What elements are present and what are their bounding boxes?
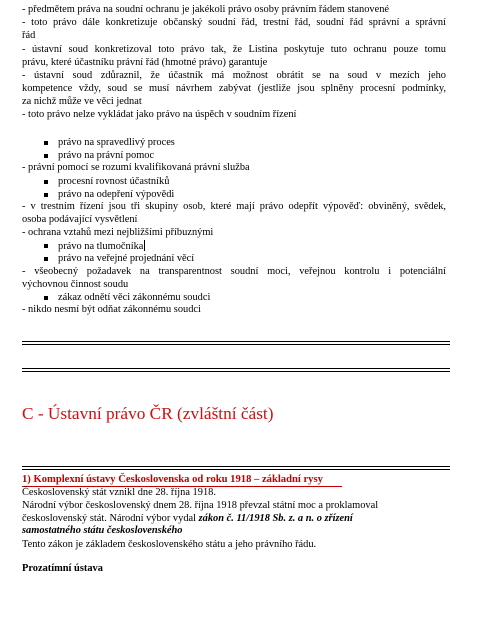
divider bbox=[22, 469, 450, 470]
bullet-icon bbox=[44, 257, 48, 261]
text-line: kompetence vždy, soud se musí návrhem zabývat (jestliže jsou splněny procesní podmínky, bbox=[22, 83, 446, 94]
document-page: - předmětem práva na soudní ochranu je jakékoli právo osoby právním řádem stanovené - toto právo dále konkretizuje občanský soudní řád, trestní řád, soudní řád správní a správní řád - ústavní soud konkretizoval toto právo tak, že Listina poskytuje tuto ochranu pouze tomu právu, které účastníku právní řád (hmotné právo) garantuje - ústavní soud zdůraznil, že účastník má možnost obrátit se na soud v mezích jeho kompetence vždy, soud se musí návrhem zabývat (jestliže jsou splněny procesní podmínky, za nichž může ve věci jednat - toto právo nelze vykládat jako právo na úspěch v soudním řízení právo na spravedlivý proces právo na právní pomoc - právní pomocí se rozumí kvalifikovaná právní služba procesní rovnost účastníků právo na odepření výpovědi - v trestním řízení jsou tři skupiny osob, které mají právo odepřít výpověď: obviněný, svědek, osoba podávající vysvětlení - ochrana vztahů mezi nejbližšími příbuznými právo na tlumočníka právo na veřejné projednání věcí - všeobecný požadavek na transparentnost soudní moci, veřejnou kontrolu i potenciální výchovnou činnost soudu zákaz odnětí věci zákonnému soudci - nikdo nesmí být odňat zákonnému soudci C - Ústavní právo ČR (zvláštní část) 1) Komplexní ústavy Československa od roku 1918 – základní rysy Československý stát vznikl dne 28. října 1918. Národní výbor československý dnem 28. října 1918 převzal státní moc a proklamoval československý stát. Národní výbor vydal zákon č. 11/1918 Sb. z. a n. o zřízení samostatného státu československého Tento zákon je základem československého státu a jeho právního řádu. Prozatímní ústava bbox=[0, 0, 477, 632]
text-line: - ústavní soud konkretizoval toto právo tak, že Listina poskytuje tuto ochranu pouze tomu bbox=[22, 44, 446, 55]
text-line: řád bbox=[22, 30, 36, 41]
text-line: osoba podávající vysvětlení bbox=[22, 214, 138, 225]
section-title: 1) Komplexní ústavy Československa od roku 1918 – základní rysy bbox=[22, 474, 323, 485]
text-line: - předmětem práva na soudní ochranu je jakékoli právo osoby právním řádem stanovené bbox=[22, 4, 390, 15]
text-line: právu, které účastníku právní řád (hmotné právo) garantuje bbox=[22, 57, 268, 68]
law-citation: samostatného státu československého bbox=[22, 525, 183, 536]
paragraph: Československý stát vznikl dne 28. října 1918. bbox=[22, 487, 216, 498]
text-line: - v trestním řízení jsou tři skupiny osob, které mají právo odepřít výpověď: obviněný, svědek, bbox=[22, 201, 446, 212]
divider bbox=[22, 466, 450, 467]
subheading: Prozatímní ústava bbox=[22, 563, 103, 574]
text-cursor bbox=[144, 240, 145, 251]
text-line: - všeobecný požadavek na transparentnost soudní moci, veřejnou kontrolu i potenciální bbox=[22, 266, 446, 277]
divider bbox=[22, 341, 450, 342]
bullet-icon bbox=[44, 193, 48, 197]
divider bbox=[22, 371, 450, 372]
text-line: - právní pomocí se rozumí kvalifikovaná právní služba bbox=[22, 162, 250, 173]
text-line: výchovnou činnost soudu bbox=[22, 279, 129, 290]
chapter-heading: C - Ústavní právo ČR (zvláštní část) bbox=[22, 404, 274, 423]
bullet-icon bbox=[44, 296, 48, 300]
text-line: za nichž může ve věci jednat bbox=[22, 96, 142, 107]
text-line: - toto právo nelze vykládat jako právo na úspěch v soudním řízení bbox=[22, 109, 297, 120]
bullet-icon bbox=[44, 154, 48, 158]
text-line: - nikdo nesmí být odňat zákonnému soudci bbox=[22, 304, 201, 315]
bullet-icon bbox=[44, 141, 48, 145]
paragraph: Národní výbor československý dnem 28. října 1918 převzal státní moc a proklamoval bbox=[22, 500, 379, 511]
paragraph: Tento zákon je základem československého státu a jeho právního řádu. bbox=[22, 539, 317, 550]
text-line: - ochrana vztahů mezi nejbližšími příbuznými bbox=[22, 227, 214, 238]
text-line: - ústavní soud zdůraznil, že účastník má možnost obrátit se na soud v mezích jeho bbox=[22, 70, 446, 81]
bullet-icon bbox=[44, 180, 48, 184]
text-line: - toto právo dále konkretizuje občanský soudní řád, trestní řád, soudní řád správní a správní bbox=[22, 17, 446, 28]
divider bbox=[22, 368, 450, 369]
divider bbox=[22, 344, 450, 345]
law-citation: zákon č. 11/1918 Sb. z. a n. o zřízení bbox=[198, 513, 353, 524]
paragraph: československý stát. Národní výbor vydal zákon č. 11/1918 Sb. z. a n. o zřízení bbox=[22, 513, 353, 524]
bullet-icon bbox=[44, 244, 48, 248]
